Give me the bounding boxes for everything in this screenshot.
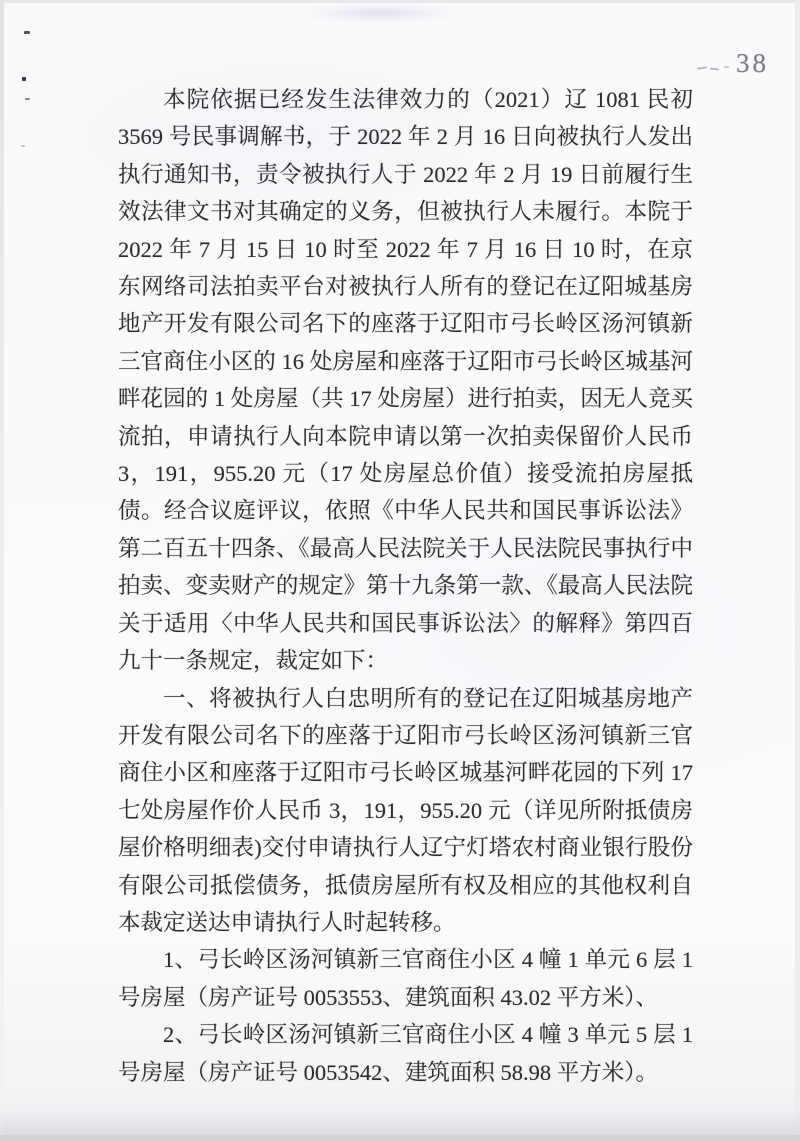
document-body (118, 81, 693, 1091)
pen-dash (724, 66, 729, 68)
pen-dash (697, 66, 707, 69)
scan-speck (24, 31, 30, 34)
scan-speck (21, 145, 25, 147)
paragraph-house-listing-2: 2、弓长岭区汤河镇新三官商住小区 4 幢 3 单元 5 层 1 号房屋（房产证号 0053542、建筑面积 58.98 平方米）。 (118, 1022, 693, 1085)
scan-speck (25, 98, 30, 100)
scan-edge-top (0, 0, 800, 3)
scan-speck (22, 77, 26, 81)
paragraph-intro-ruling-basis: 本院依据已经发生法律效力的（2021）辽 1081 民初 3569 号民事调解书，于 2022 年 2 月 16 日向被执行人发出执行通知书，责令被执行人于 2022 年 2 月 19 日前履行生效法律文书对其确定的义务，但被执行人未履行。本院于 2022 年 7 月 15 日 10 时至 2022 年 7 月 16 日 10 时，在京东网络司法拍卖平台对被执行人所有的登记在辽阳城基房地产开发有限公司名下的座落于辽阳市弓长岭区汤河镇新三官商住小区的 16 处房屋和座落于辽阳市弓长岭区城基河畔花园的 1 处房屋（共 17 处房屋）进行拍卖，因无人竞买流拍，申请执行人向本院申请以第一次拍卖保留价人民币 3，191，955.20 元（17 处房屋总价值）接受流拍房屋抵债。经合议庭评议，依照《中华人民共和国民事诉讼法》第二百五十四条、《最高人民法院关于人民法院民事执行中拍卖、变卖财产的规定》第十九条第一款、《最高人民法院关于适用〈中华人民共和国民事诉讼法〉的解释》第四百九十一条规定，裁定如下： (118, 87, 693, 674)
scan-edge-left (0, 0, 4, 1141)
bleed-through-smudge (300, 5, 460, 21)
scan-edge-bottom (0, 1135, 800, 1141)
faint-pen-marks (697, 63, 735, 73)
scan-edge-right (795, 0, 800, 1141)
pen-dash (710, 68, 719, 71)
scan-edge-bottom-shadow (0, 1111, 800, 1135)
paragraph-house-listing-1: 1、弓长岭区汤河镇新三官商住小区 4 幢 1 单元 6 层 1 号房屋（房产证号 0053553、建筑面积 43.02 平方米）、 (118, 947, 693, 1010)
page-number: 38 (736, 48, 769, 78)
paragraph-ruling-item-one: 一、将被执行人白忠明所有的登记在辽阳城基房地产开发有限公司名下的座落于辽阳市弓长岭区汤河镇新三官商住小区和座落于辽阳市弓长岭区城基河畔花园的下列 17 七处房屋作价人民币 3，191，955.20 元（详见所附抵债房屋价格明细表)交付申请执行人辽宁灯塔农村商业银行股份有限公司抵偿债务，抵债房屋所有权及相应的其他权利自本裁定送达申请执行人时起转移。 (118, 685, 693, 935)
